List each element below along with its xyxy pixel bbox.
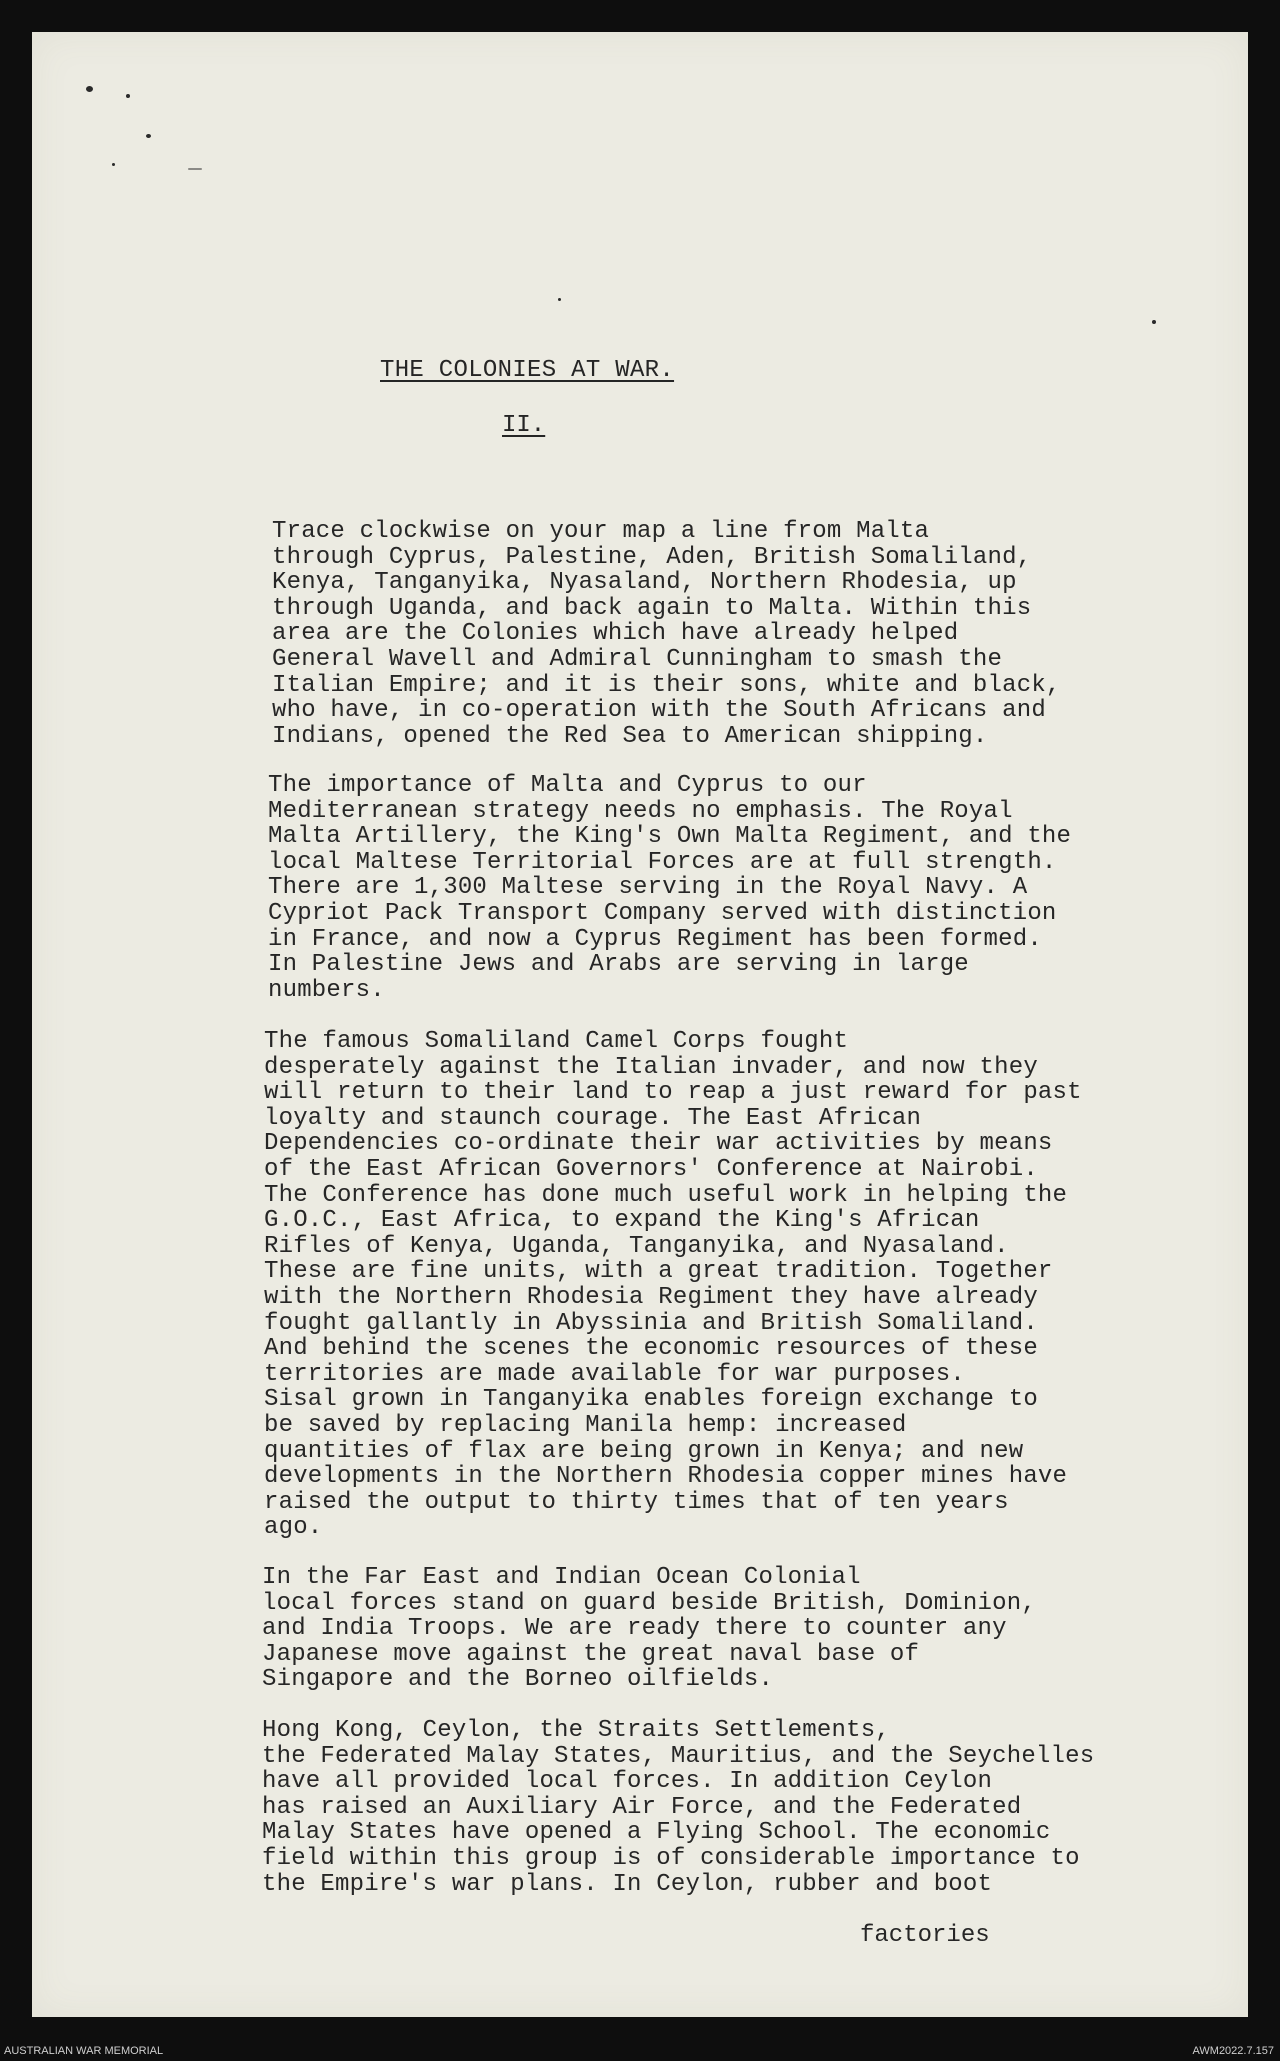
text-line: who have, in co-operation with the South Africans and <box>272 697 1046 725</box>
text-line: These are fine units, with a great tradition. Together <box>264 1258 1053 1286</box>
text-line: Indians, opened the Red Sea to American shipping. <box>272 722 988 750</box>
ink-speck <box>188 168 202 170</box>
text-line: will return to their land to reap a just reward for past <box>264 1079 1082 1107</box>
text-line: through Cyprus, Palestine, Aden, British Somaliland, <box>272 543 1032 571</box>
text-line: The Conference has done much useful work in helping the <box>264 1181 1068 1209</box>
text-line: fought gallantly in Abyssinia and British Somaliland. <box>264 1309 1038 1337</box>
paragraph-2 <box>268 773 1071 1003</box>
text-line: The famous Somaliland Camel Corps fought <box>264 1028 849 1055</box>
text-line: loyalty and staunch courage. The East African <box>264 1104 922 1132</box>
text-line: Singapore and the Borneo oilfields. <box>262 1666 774 1694</box>
text-line: There are 1,300 Maltese serving in the Royal Navy. A <box>268 874 1028 902</box>
text-line: G.O.C., East Africa, to expand the King's African <box>264 1207 980 1235</box>
ink-speck <box>558 298 561 301</box>
text-line: Sisal grown in Tanganyika enables foreign exchange to <box>264 1386 1038 1414</box>
ink-speck <box>86 86 93 92</box>
text-line: Dependencies co-ordinate their war activities by means <box>264 1130 1053 1158</box>
text-line: and India Troops. We are ready there to counter any <box>262 1615 1007 1643</box>
document-title: THE COLONIES AT WAR. <box>380 357 675 384</box>
text-line: And behind the scenes the economic resources of these <box>264 1335 1038 1363</box>
text-line: has raised an Auxiliary Air Force, and the Federated <box>262 1793 1022 1821</box>
ink-speck <box>1152 320 1156 324</box>
paragraph-3 <box>264 1029 1082 1541</box>
text-line: Malta Artillery, the King's Own Malta Regiment, and the <box>268 823 1072 851</box>
catchword: factories <box>860 1922 990 1949</box>
text-line: Kenya, Tanganyika, Nyasaland, Northern Rhodesia, up <box>272 569 1017 597</box>
text-line: territories are made available for war purposes. <box>264 1360 965 1388</box>
text-line: ago. <box>264 1514 323 1542</box>
paragraph-1 <box>272 519 1061 749</box>
text-line: area are the Colonies which have already helped <box>272 620 959 648</box>
text-line: Cypriot Pack Transport Company served with distinction <box>268 899 1057 927</box>
text-line: In Palestine Jews and Arabs are serving in large <box>268 951 969 979</box>
text-line: developments in the Northern Rhodesia copper mines have <box>264 1463 1068 1491</box>
text-line: the Empire's war plans. In Ceylon, rubber and boot <box>262 1870 993 1898</box>
ink-speck <box>126 94 130 98</box>
text-line: in France, and now a Cyprus Regiment has been formed. <box>268 925 1042 953</box>
document-subtitle: II. <box>502 412 546 439</box>
text-line: local Maltese Territorial Forces are at full strength. <box>268 848 1057 876</box>
ink-speck <box>146 134 151 138</box>
ink-speck <box>112 163 115 166</box>
text-line: field within this group is of considerable importance to <box>262 1844 1080 1872</box>
text-line: Italian Empire; and it is their sons, white and black, <box>272 671 1061 699</box>
text-line: have all provided local forces. In addition Ceylon <box>262 1768 993 1796</box>
text-line: Trace clockwise on your map a line from Malta <box>272 518 930 545</box>
text-line: be saved by replacing Manila hemp: increased <box>264 1411 907 1439</box>
archive-reference: AWM2022.7.157 <box>1192 2045 1274 2057</box>
paragraph-4 <box>262 1565 1036 1693</box>
text-line: desperately against the Italian invader, and now they <box>264 1053 1038 1081</box>
text-line: of the East African Governors' Conference at Nairobi. <box>264 1155 1038 1183</box>
text-line: General Wavell and Admiral Cunningham to smash the <box>272 645 1003 673</box>
paragraph-5 <box>262 1718 1094 1897</box>
text-line: numbers. <box>268 976 385 1004</box>
text-line: Hong Kong, Ceylon, the Straits Settlements, <box>262 1717 890 1744</box>
text-line: Malay States have opened a Flying School. The economic <box>262 1819 1051 1847</box>
text-line: through Uganda, and back again to Malta. Within this <box>272 594 1032 622</box>
archive-credit: AUSTRALIAN WAR MEMORIAL <box>4 2045 164 2057</box>
text-line: Japanese move against the great naval base of <box>262 1640 920 1668</box>
text-line: the Federated Malay States, Mauritius, and the Seychelles <box>262 1742 1095 1770</box>
text-line: raised the output to thirty times that of ten years <box>264 1488 1009 1516</box>
text-line: quantities of flax are being grown in Kenya; and new <box>264 1437 1024 1465</box>
text-line: In the Far East and Indian Ocean Colonial <box>262 1564 861 1591</box>
text-line: Mediterranean strategy needs no emphasis. The Royal <box>268 797 1013 825</box>
text-line: with the Northern Rhodesia Regiment they have already <box>264 1283 1038 1311</box>
text-line: The importance of Malta and Cyprus to our <box>268 772 867 799</box>
text-line: local forces stand on guard beside British, Dominion, <box>262 1589 1036 1617</box>
text-line: Rifles of Kenya, Uganda, Tanganyika, and Nyasaland. <box>264 1232 1009 1260</box>
